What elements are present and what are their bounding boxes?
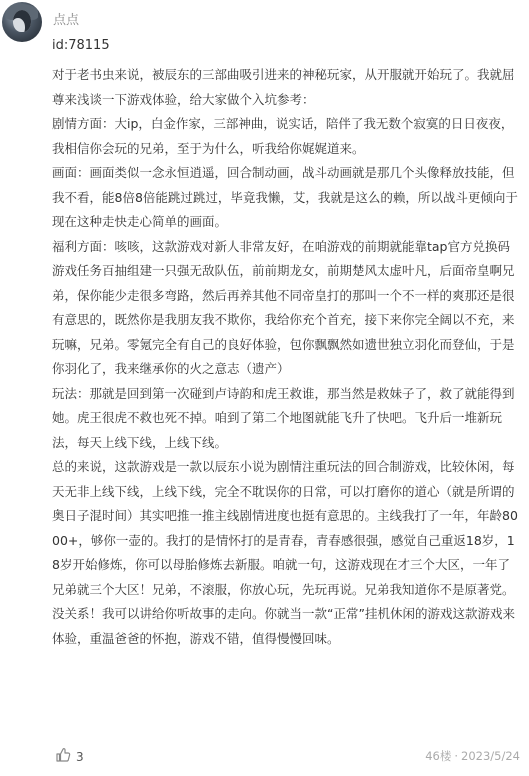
post-paragraph-benefits: 福利方面：咳咳，这款游戏对新人非常友好，在咱游戏的前期就能靠tap官方兑换码游戏任务百抽组建一只强无敌队伍，前前期龙女，前期楚风太虚叶凡，后面帝皇啊兄弟，保你能少走很多弯路，然后再养其他不同帝皇打的那叫一个不一样的爽那还是很有意思的，既然你是我朋友我不欺你，我给你充个首充，接下来你完全阔以不充，来玩嘛，兄弟。零氪完全有自己的良好体验，包你飘飘然如遗世独立羽化而登仙，于是你羽化了，我来继承你的火之意志（遗产） xyxy=(52,238,515,376)
like-button[interactable] xyxy=(55,747,84,767)
post-body xyxy=(52,63,522,651)
post-date: 2023/5/24 xyxy=(461,749,520,763)
avatar[interactable] xyxy=(2,2,42,42)
post-paragraph-graphics: 画面：画面类似一念永恒逍遥，回合制动画，战斗动画就是那几个头像释放技能，但我不看，能8倍8倍能跳过跳过，毕竟我懒，艾，我就是这么的赖，所以战斗更倾向于现在这种走快走心简单的画面。 xyxy=(52,165,518,229)
user-id: id:78115 xyxy=(52,38,110,53)
like-count: 3 xyxy=(76,750,84,764)
post-footer xyxy=(0,744,529,770)
post-paragraph-story: 剧情方面：大ip，白金作家，三部神曲，说实话，陪伴了我无数个寂寞的日日夜夜，我相信你会玩的兄弟，至于为什么，听我给你娓娓道来。 xyxy=(52,116,514,156)
floor-number: 46楼 xyxy=(425,749,452,763)
post-paragraph-gameplay: 玩法：那就是回到第一次碰到卢诗韵和虎王救谁，那当然是救妹子了，救了就能得到她。虎王很虎不救也死不掉。咱到了第二个地图就能飞升了快吧。飞升后一堆新玩法，每天上线下线，上线下线。 xyxy=(52,385,515,450)
avatar-face xyxy=(13,10,31,32)
post-paragraph-summary: 总的来说，这款游戏是一款以辰东小说为剧情注重玩法的回合制游戏，比较休闲，每天无非上线下线，上线下线，完全不耽误你的日常，可以打磨你的道心（就是所谓的奥日子混时间）其实吧推一推主线剧情进度也挺有意思的。主线我打了一年，年龄8000+，够你一壶的。我打的是情怀打的是青春，青春感很强，感觉自己重返18岁，18岁开始修炼，你可以母胎修炼去新服。咱就一句，这游戏现在才三个大区，一年了兄弟就三个大区！兄弟，不滚服，你放心玩，先玩再说。兄弟我知道你不是原著党。没关系！我可以讲给你听故事的走向。你就当一款“正常”挂机休闲的游戏这款游戏来体验，重温爸爸的怀抱，游戏不错，值得慢慢回味。 xyxy=(52,459,518,646)
username[interactable]: 点点 xyxy=(53,13,80,28)
thumbs-up-icon xyxy=(55,747,71,767)
post-meta xyxy=(425,748,520,764)
meta-separator: · xyxy=(454,749,459,763)
post-paragraph-intro: 对于老书虫来说，被辰东的三部曲吸引进来的神秘玩家，从开服就开始玩了。我就屈尊来浅谈一下游戏体验，给大家做个入坑参考： xyxy=(52,67,515,107)
